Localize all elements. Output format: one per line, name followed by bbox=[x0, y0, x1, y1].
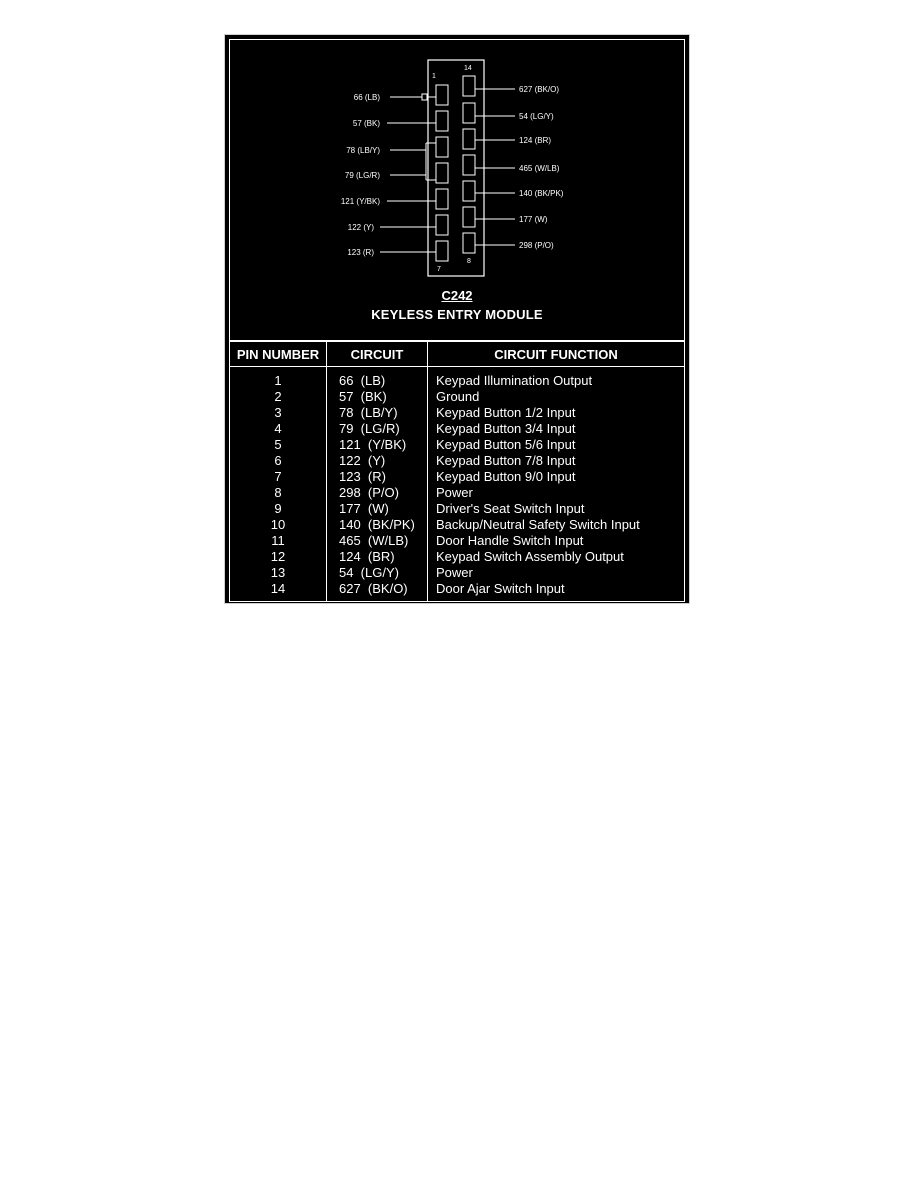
connector-id: C242 bbox=[441, 288, 473, 303]
table-row bbox=[230, 565, 685, 581]
circuit-text: 78 (LB/Y) bbox=[339, 405, 398, 420]
cavity-3 bbox=[436, 137, 448, 157]
right-wire-labels bbox=[519, 85, 564, 250]
circuit-function-cell bbox=[428, 421, 685, 437]
wire-label: 123 (R) bbox=[347, 248, 374, 257]
pin-number-cell: 6 bbox=[230, 453, 327, 469]
connector-diagram-panel bbox=[229, 39, 685, 341]
table-row bbox=[230, 405, 685, 421]
circuit-function-text: Power bbox=[436, 565, 473, 580]
circuit-text: 123 (R) bbox=[339, 469, 386, 484]
circuit-function-text: Driver's Seat Switch Input bbox=[436, 501, 585, 516]
circuit-text: 627 (BK/O) bbox=[339, 581, 408, 596]
circuit-cell bbox=[327, 389, 428, 405]
circuit-text: 79 (LG/R) bbox=[339, 421, 400, 436]
pin-number-cell: 1 bbox=[230, 367, 327, 390]
pin-number-cell: 3 bbox=[230, 405, 327, 421]
table-row bbox=[230, 367, 685, 390]
cavity-label-14: 14 bbox=[464, 65, 472, 72]
table-row bbox=[230, 437, 685, 453]
wire-label: 465 (W/LB) bbox=[519, 164, 560, 173]
header-pin-number: PIN NUMBER bbox=[230, 342, 327, 367]
cavity-label-1: 1 bbox=[432, 73, 436, 80]
cavity-6 bbox=[436, 215, 448, 235]
circuit-cell bbox=[327, 501, 428, 517]
circuit-text: 54 (LG/Y) bbox=[339, 565, 399, 580]
circuit-function-cell bbox=[428, 549, 685, 565]
circuit-function-text: Power bbox=[436, 485, 473, 500]
cavity-14 bbox=[463, 76, 475, 96]
pin-number-cell: 2 bbox=[230, 389, 327, 405]
right-wires bbox=[475, 89, 515, 245]
circuit-function-text: Door Handle Switch Input bbox=[436, 533, 584, 548]
wire-label: 54 (LG/Y) bbox=[519, 112, 554, 121]
circuit-text: 66 (LB) bbox=[339, 373, 386, 388]
cavity-label-7: 7 bbox=[437, 266, 441, 273]
table-row bbox=[230, 533, 685, 549]
wire-label: 177 (W) bbox=[519, 215, 548, 224]
circuit-function-text: Keypad Button 5/6 Input bbox=[436, 437, 576, 452]
pin-number-cell: 8 bbox=[230, 485, 327, 501]
circuit-text: 124 (BR) bbox=[339, 549, 395, 564]
circuit-function-text: Keypad Button 7/8 Input bbox=[436, 453, 576, 468]
pin-number-cell: 7 bbox=[230, 469, 327, 485]
table-row bbox=[230, 389, 685, 405]
table-row bbox=[230, 501, 685, 517]
header-circuit-function: CIRCUIT FUNCTION bbox=[428, 342, 685, 367]
table-row bbox=[230, 581, 685, 602]
circuit-cell bbox=[327, 581, 428, 602]
cavity-9 bbox=[463, 207, 475, 227]
circuit-function-cell bbox=[428, 469, 685, 485]
pin-table bbox=[229, 341, 685, 602]
wire-label: 627 (BK/O) bbox=[519, 85, 560, 94]
table-row bbox=[230, 421, 685, 437]
circuit-function-text: Keypad Button 9/0 Input bbox=[436, 469, 576, 484]
splice-marker bbox=[422, 94, 427, 100]
circuit-cell bbox=[327, 469, 428, 485]
table-row bbox=[230, 517, 685, 533]
pin-number-cell: 4 bbox=[230, 421, 327, 437]
circuit-cell bbox=[327, 437, 428, 453]
circuit-function-cell bbox=[428, 389, 685, 405]
circuit-function-text: Ground bbox=[436, 389, 480, 404]
wire-label: 66 (LB) bbox=[353, 93, 380, 102]
cavity-10 bbox=[463, 181, 475, 201]
circuit-cell bbox=[327, 549, 428, 565]
circuit-text: 465 (W/LB) bbox=[339, 533, 409, 548]
wire-label: 124 (BR) bbox=[519, 136, 552, 145]
cavity-12 bbox=[463, 129, 475, 149]
circuit-function-cell bbox=[428, 517, 685, 533]
pin-number-cell: 5 bbox=[230, 437, 327, 453]
circuit-text: 122 (Y) bbox=[339, 453, 386, 468]
circuit-cell bbox=[327, 367, 428, 390]
cavity-4 bbox=[436, 163, 448, 183]
circuit-function-text: Keypad Illumination Output bbox=[436, 373, 593, 388]
circuit-text: 57 (BK) bbox=[339, 389, 387, 404]
circuit-function-cell bbox=[428, 501, 685, 517]
circuit-cell bbox=[327, 485, 428, 501]
table-header-row bbox=[230, 342, 685, 367]
circuit-function-cell bbox=[428, 367, 685, 390]
wire-label: 78 (LB/Y) bbox=[346, 146, 380, 155]
cavity-11 bbox=[463, 155, 475, 175]
pin-number-cell: 11 bbox=[230, 533, 327, 549]
cavity-13 bbox=[463, 103, 475, 123]
right-cavities bbox=[463, 76, 475, 253]
cavity-5 bbox=[436, 189, 448, 209]
circuit-cell bbox=[327, 533, 428, 549]
table-row bbox=[230, 469, 685, 485]
wire-label: 122 (Y) bbox=[347, 223, 374, 232]
circuit-cell bbox=[327, 453, 428, 469]
circuit-function-cell bbox=[428, 405, 685, 421]
pin-number-cell: 12 bbox=[230, 549, 327, 565]
circuit-function-cell bbox=[428, 453, 685, 469]
pin-table-wrap bbox=[229, 341, 685, 599]
circuit-text: 177 (W) bbox=[339, 501, 389, 516]
circuit-text: 121 (Y/BK) bbox=[339, 437, 407, 452]
circuit-cell bbox=[327, 405, 428, 421]
circuit-function-cell bbox=[428, 565, 685, 581]
cavity-1 bbox=[436, 85, 448, 105]
header-circuit: CIRCUIT bbox=[327, 342, 428, 367]
circuit-function-text: Keypad Button 1/2 Input bbox=[436, 405, 576, 420]
circuit-cell bbox=[327, 421, 428, 437]
circuit-cell bbox=[327, 517, 428, 533]
left-cavities bbox=[436, 85, 448, 261]
circuit-function-text: Keypad Button 3/4 Input bbox=[436, 421, 576, 436]
left-wire-labels bbox=[341, 93, 380, 257]
circuit-function-text: Backup/Neutral Safety Switch Input bbox=[436, 517, 640, 532]
circuit-function-cell bbox=[428, 581, 685, 602]
wire-label: 298 (P/O) bbox=[519, 241, 554, 250]
table-row bbox=[230, 549, 685, 565]
pin-number-cell: 9 bbox=[230, 501, 327, 517]
circuit-function-cell bbox=[428, 485, 685, 501]
pin-number-cell: 13 bbox=[230, 565, 327, 581]
circuit-text: 140 (BK/PK) bbox=[339, 517, 415, 532]
pin-number-cell: 14 bbox=[230, 581, 327, 602]
wire-label: 121 (Y/BK) bbox=[340, 197, 380, 206]
table-row bbox=[230, 485, 685, 501]
circuit-function-cell bbox=[428, 437, 685, 453]
wire-label: 57 (BK) bbox=[352, 119, 380, 128]
pin-number-cell: 10 bbox=[230, 517, 327, 533]
circuit-function-text: Door Ajar Switch Input bbox=[436, 581, 565, 596]
cavity-2 bbox=[436, 111, 448, 131]
wire-label: 79 (LG/R) bbox=[344, 171, 380, 180]
cavity-label-8: 8 bbox=[467, 258, 471, 265]
cavity-7 bbox=[436, 241, 448, 261]
pin-rows bbox=[230, 367, 685, 602]
circuit-text: 298 (P/O) bbox=[339, 485, 399, 500]
wire-label: 140 (BK/PK) bbox=[519, 189, 564, 198]
circuit-function-cell bbox=[428, 533, 685, 549]
table-row bbox=[230, 453, 685, 469]
circuit-cell bbox=[327, 565, 428, 581]
circuit-function-text: Keypad Switch Assembly Output bbox=[436, 549, 624, 564]
module-name: KEYLESS ENTRY MODULE bbox=[371, 307, 543, 322]
wiring-diagram-figure bbox=[224, 34, 690, 604]
cavity-8 bbox=[463, 233, 475, 253]
